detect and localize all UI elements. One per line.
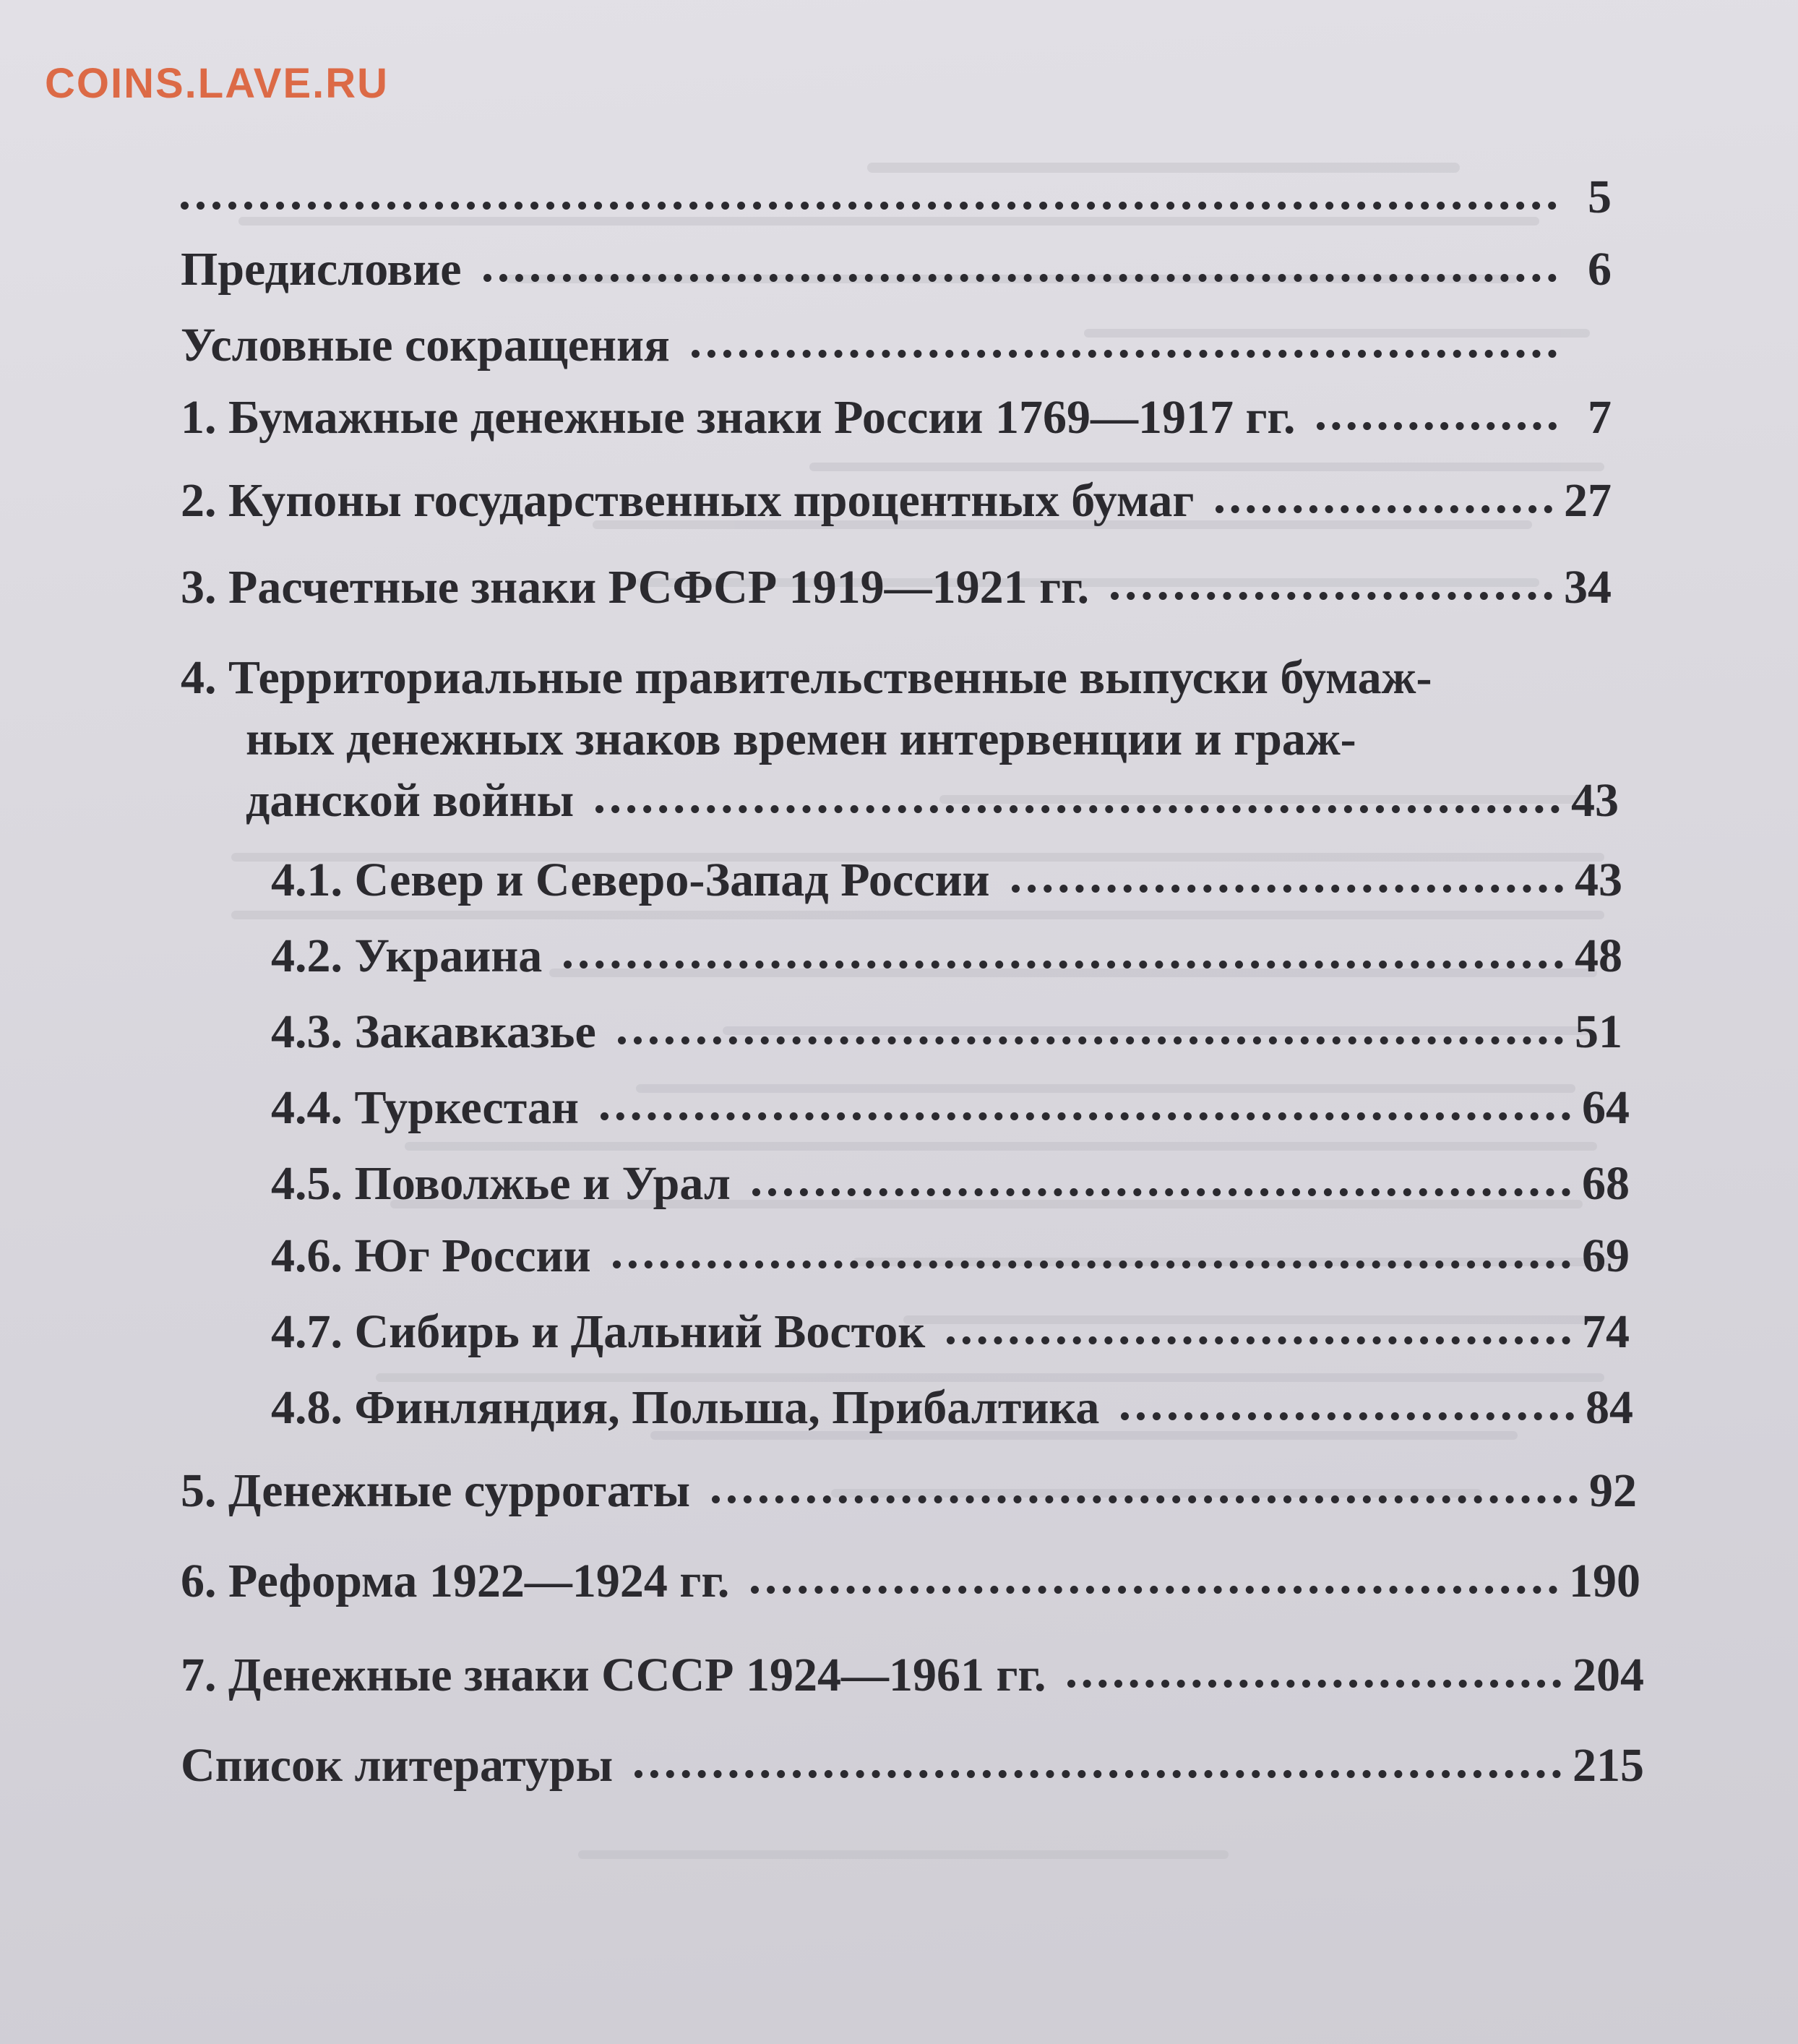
- toc-entry-title: 6. Реформа 1922—1924 гг.: [181, 1555, 730, 1607]
- toc-entry-chapter-1: [181, 391, 1612, 444]
- toc-entry-page: 69: [1582, 1229, 1630, 1282]
- toc-entry-section-4-6: [271, 1229, 1630, 1282]
- toc-entry-contents: [181, 173, 1612, 221]
- toc-entry-title: 5. Денежные суррогаты: [181, 1464, 691, 1517]
- toc-dot-leader: [181, 202, 1557, 210]
- toc-dot-leader: [483, 274, 1557, 282]
- toc-entry-title: данской войны: [246, 774, 575, 827]
- toc-entry-page: 51: [1575, 1005, 1622, 1058]
- toc-entry-title: 4.5. Поволжье и Урал: [271, 1157, 731, 1210]
- toc-entry-page: 43: [1571, 774, 1619, 827]
- toc-entry-page: 74: [1582, 1305, 1630, 1358]
- toc-entry-title: 4.1. Север и Северо-Запад России: [271, 854, 990, 906]
- toc-dot-leader: [618, 1036, 1563, 1044]
- toc-entry-title: 4.8. Финляндия, Польша, Прибалтика: [271, 1381, 1100, 1434]
- toc-entry-chapter-4-line-1: 4. Территориальные правительственные выпуски бумаж-: [181, 651, 1432, 704]
- toc-entry-title: 1. Бумажные денежные знаки России 1769—1917 гг.: [181, 391, 1296, 444]
- toc-entry-title: 2. Купоны государственных процентных бумаг: [181, 474, 1195, 527]
- toc-dot-leader: [635, 1770, 1561, 1778]
- toc-entry-chapter-7: [181, 1649, 1644, 1701]
- toc-entry-preface: [181, 243, 1612, 296]
- toc-entry-page: 204: [1573, 1649, 1644, 1701]
- toc-entry-page: 68: [1582, 1157, 1630, 1210]
- toc-entry-page: 6: [1588, 243, 1612, 296]
- toc-dot-leader: [1067, 1680, 1561, 1688]
- toc-entry-title: Предисловие: [181, 243, 462, 296]
- toc-entry-page: 27: [1564, 474, 1612, 527]
- toc-entry-title: Список литературы: [181, 1739, 614, 1792]
- toc-entry-chapter-6: [181, 1555, 1640, 1607]
- toc-dot-leader: [595, 805, 1560, 813]
- toc-entry-page: 5: [1588, 171, 1612, 223]
- toc-dot-leader: [1121, 1412, 1574, 1420]
- toc-entry-section-4-8: [271, 1381, 1633, 1434]
- toc-dot-leader: [751, 1586, 1557, 1594]
- toc-entry-page: 64: [1582, 1081, 1630, 1134]
- toc-entry-page: 84: [1586, 1381, 1633, 1434]
- toc-dot-leader: [947, 1336, 1570, 1344]
- toc-dot-leader: [752, 1188, 1570, 1196]
- toc-entry-page: 92: [1589, 1464, 1637, 1517]
- toc-entry-page: 215: [1573, 1739, 1644, 1792]
- toc-entry-bibliography: [181, 1739, 1644, 1792]
- toc-entry-title: 4.4. Туркестан: [271, 1081, 579, 1134]
- toc-dot-leader: [564, 961, 1563, 969]
- toc-entry-chapter-4-line-2: ных денежных знаков времен интервенции и граж-: [246, 713, 1356, 765]
- toc-entry-chapter-3: [181, 561, 1612, 614]
- toc-entry-title: 3. Расчетные знаки РСФСР 1919—1921 гг.: [181, 561, 1090, 614]
- toc-dot-leader: [692, 350, 1557, 358]
- toc-entry-section-4-1: [271, 856, 1622, 904]
- watermark-logo: COINS.LAVE.RU: [45, 60, 390, 107]
- toc-dot-leader: [712, 1495, 1578, 1503]
- toc-entry-page: 190: [1569, 1555, 1640, 1607]
- toc-entry-page: 43: [1575, 854, 1622, 906]
- toc-dot-leader: [1216, 505, 1552, 513]
- toc-entry-chapter-5: [181, 1464, 1637, 1517]
- toc-entry-title: 4.3. Закавказье: [271, 1005, 596, 1058]
- toc-dot-leader: [601, 1112, 1570, 1120]
- toc-entry-page: 7: [1588, 391, 1612, 444]
- toc-entry-section-4-7: [271, 1305, 1630, 1358]
- toc-entry-page: 48: [1575, 929, 1622, 982]
- toc-entry-chapter-2: [181, 474, 1612, 527]
- toc-dot-leader: [1012, 885, 1563, 893]
- toc-entry-title: 4.7. Сибирь и Дальний Восток: [271, 1305, 926, 1358]
- toc-entry-title: 4.6. Юг России: [271, 1229, 591, 1282]
- toc-entry-section-4-3: [271, 1005, 1622, 1058]
- toc-dot-leader: [1317, 422, 1557, 430]
- toc-entry-title: Условные сокращения: [181, 319, 670, 372]
- toc-dot-leader: [613, 1261, 1570, 1268]
- toc-entry-section-4-5: [271, 1157, 1630, 1210]
- toc-entry-title: 4.2. Украина: [271, 929, 543, 982]
- toc-entry-abbreviations: [181, 319, 1612, 372]
- toc-entry-section-4-4: [271, 1081, 1630, 1134]
- toc-dot-leader: [1111, 592, 1552, 600]
- toc-entry-chapter-4: [246, 774, 1619, 827]
- toc-entry-section-4-2: [271, 929, 1622, 982]
- toc-entry-page: 34: [1564, 561, 1612, 614]
- toc-entry-title: 7. Денежные знаки СССР 1924—1961 гг.: [181, 1649, 1046, 1701]
